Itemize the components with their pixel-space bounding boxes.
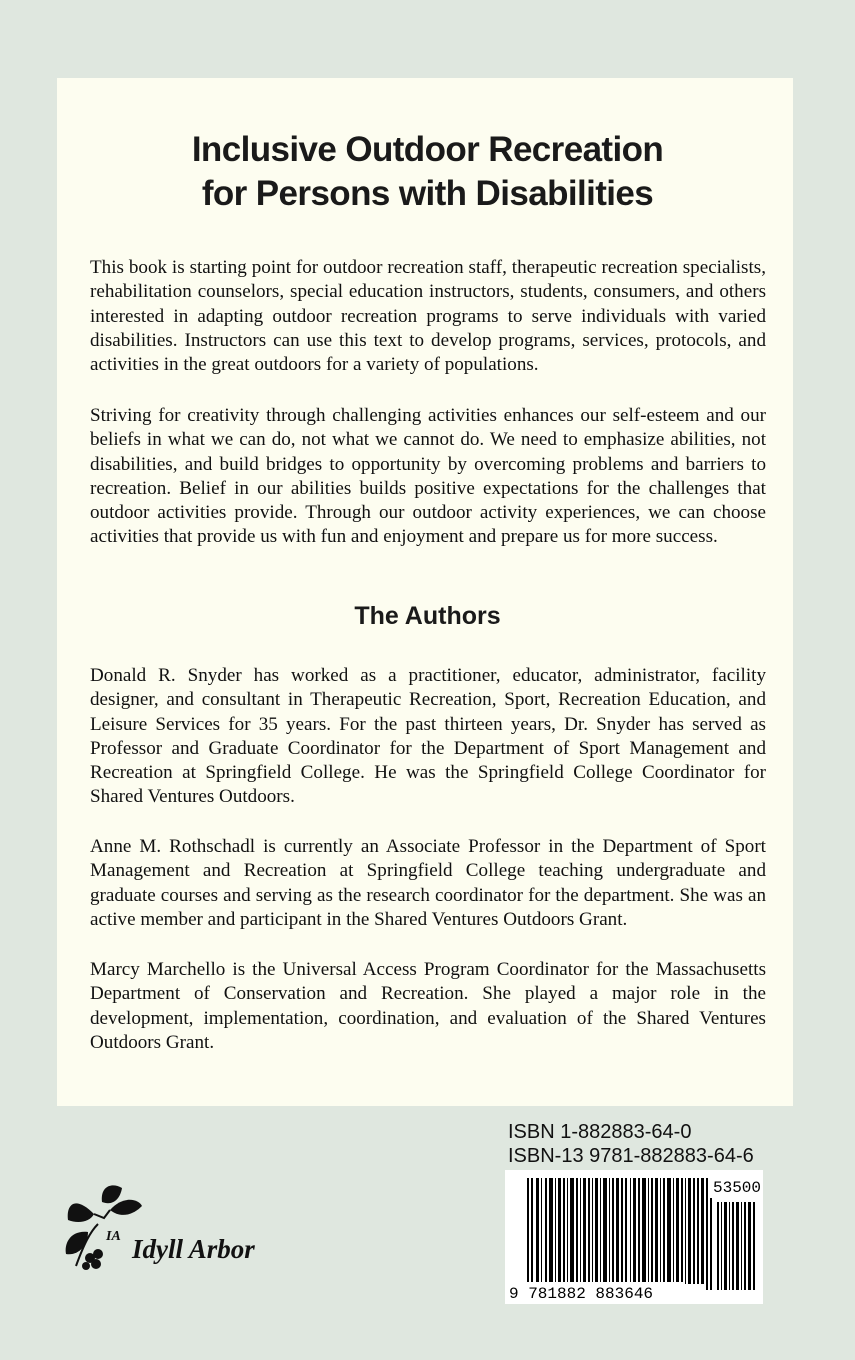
- authors-heading: The Authors: [354, 602, 501, 630]
- description-paragraph-2: Striving for creativity through challenging activities enhances our self-esteem and our beliefs in what we can do, not what we cannot do. We need to emphasize abilities, not disabilities, and build bridges to opportunity by overcoming problems and barriers to recreation. Belief in our abilities builds positive expectations for the challenges that outdoor activities provide. Through our outdoor activity experiences, we can choose activities that provide us with fun and enjoyment and prepare us for more success.: [90, 405, 766, 548]
- author-bio-snyder: Donald R. Snyder has worked as a practitioner, educator, administrator, facility designer, and consultant in Therapeutic Recreation, Sport, Recreation Education, and Leisure Services for 35 years. For the past thirteen years, Dr. Snyder has served as Professor and Graduate Coordinator for the Department of Sport Management and Recreation at Springfield College. He was the Springfield College Coordinator for Shared Ventures Outdoors.: [90, 665, 766, 808]
- barcode: [505, 1170, 763, 1304]
- price-code: 53500: [713, 1179, 762, 1197]
- title-line-2: for Persons with Disabilities: [201, 174, 654, 213]
- barcode-number: 9 781882 883646: [509, 1285, 654, 1303]
- logo-initials: IA: [106, 1229, 121, 1244]
- description-paragraph-1: This book is starting point for outdoor recreation staff, therapeutic recreation specialists, rehabilitation counselors, special education instructors, students, consumers, and others interested in adapting outdoor recreation programs to serve individuals with varied disabilities. Instructors can use this text to develop programs, services, protocols, and activities in the great outdoors for a variety of populations.: [90, 257, 766, 376]
- author-bio-rothschadl: Anne M. Rothschadl is currently an Associate Professor in the Department of Sport Management and Recreation at Springfield College teaching undergraduate and graduate courses and serving as the research coordinator for the department. She was an active member and participant in the Shared Ventures Outdoors Grant.: [90, 836, 766, 930]
- publisher-name: Idyll Arbor: [132, 1234, 255, 1264]
- back-cover-panel: [57, 78, 793, 1106]
- barcode-bars-addon: [717, 1202, 755, 1290]
- barcode-graphic: [505, 1170, 763, 1304]
- isbn-10: ISBN 1-882883-64-0: [508, 1121, 692, 1143]
- barcode-bars-main: [527, 1178, 712, 1290]
- title-line-1: Inclusive Outdoor Recreation: [191, 130, 664, 169]
- book-title: [0, 128, 855, 216]
- isbn-13: ISBN-13 9781-882883-64-6: [508, 1145, 754, 1167]
- author-bio-marchello: Marcy Marchello is the Universal Access Program Coordinator for the Massachusetts Department of Conservation and Recreation. She played a major role in the development, implementation, coordination, and evaluation of the Shared Ventures Outdoors Grant.: [90, 959, 766, 1053]
